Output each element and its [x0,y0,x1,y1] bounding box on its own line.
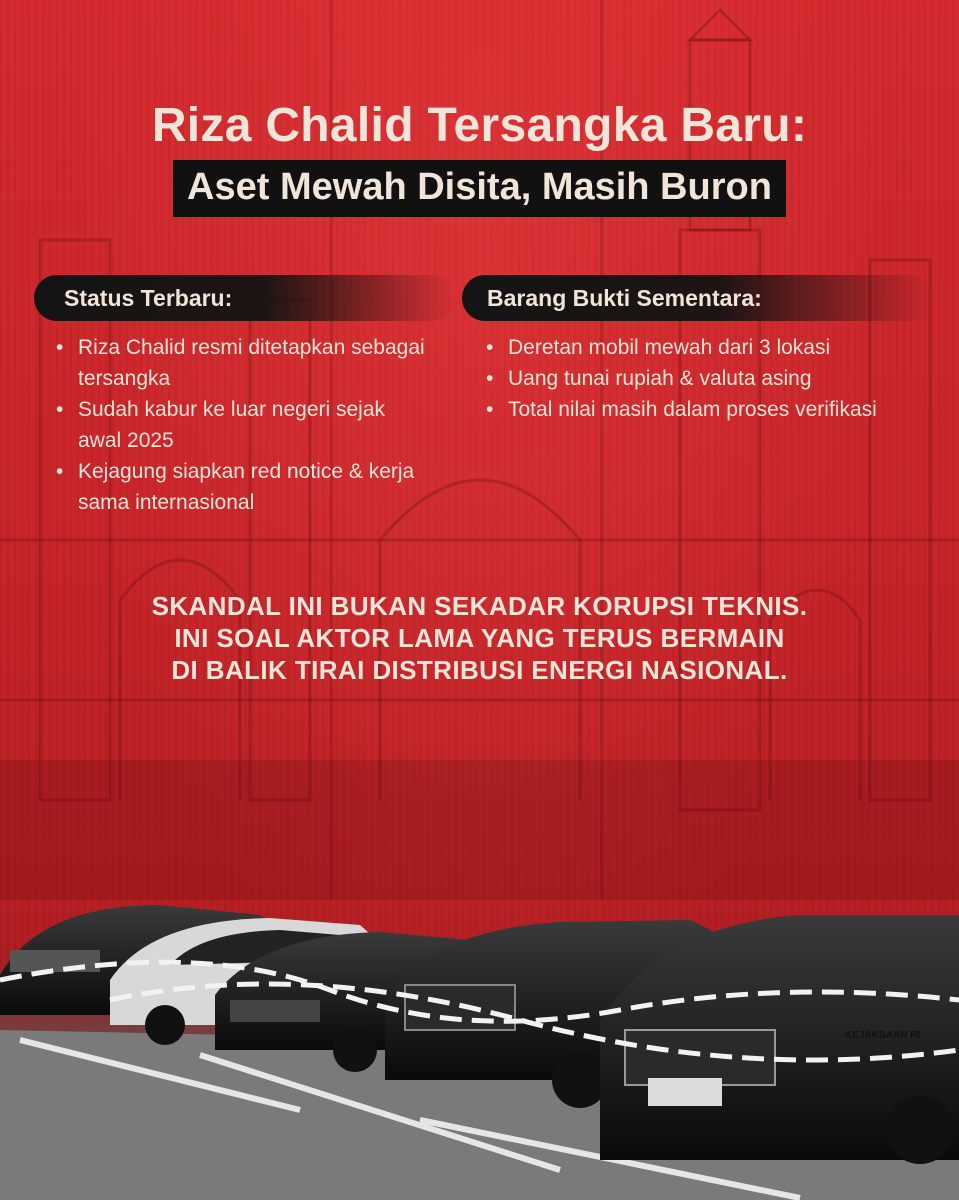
closing-statement [0,590,959,686]
seized-cars-photo [0,880,959,1200]
evidence-item: • Deretan mobil mewah dari 3 lokasi [484,332,924,363]
status-item: • Sudah kabur ke luar negeri sejak awal 2025 [54,394,434,456]
evidence-list [484,332,924,425]
headline-title: Riza Chalid Tersangka Baru: [151,99,808,152]
status-item: • Kejagung siapkan red notice & kerja sama internasional [54,456,434,518]
status-heading: Status Terbaru: [34,275,454,321]
status-list [54,332,434,518]
statement-line: DI BALIK TIRAI DISTRIBUSI ENERGI NASIONAL. [171,655,788,685]
evidence-heading: Barang Bukti Sementara: [462,275,932,321]
evidence-item: • Uang tunai rupiah & valuta asing [484,363,924,394]
tape-label: KEJAKSAAN RI [845,1030,921,1041]
statement-line: SKANDAL INI BUKAN SEKADAR KORUPSI TEKNIS. [151,591,808,621]
evidence-item: • Total nilai masih dalam proses verifikasi [484,394,924,425]
subheadline-wrap [0,160,959,217]
statement-line: INI SOAL AKTOR LAMA YANG TERUS BERMAIN [174,623,785,653]
subheadline-title: Aset Mewah Disita, Masih Buron [173,160,786,217]
status-item: • Riza Chalid resmi ditetapkan sebagai tersangka [54,332,434,394]
